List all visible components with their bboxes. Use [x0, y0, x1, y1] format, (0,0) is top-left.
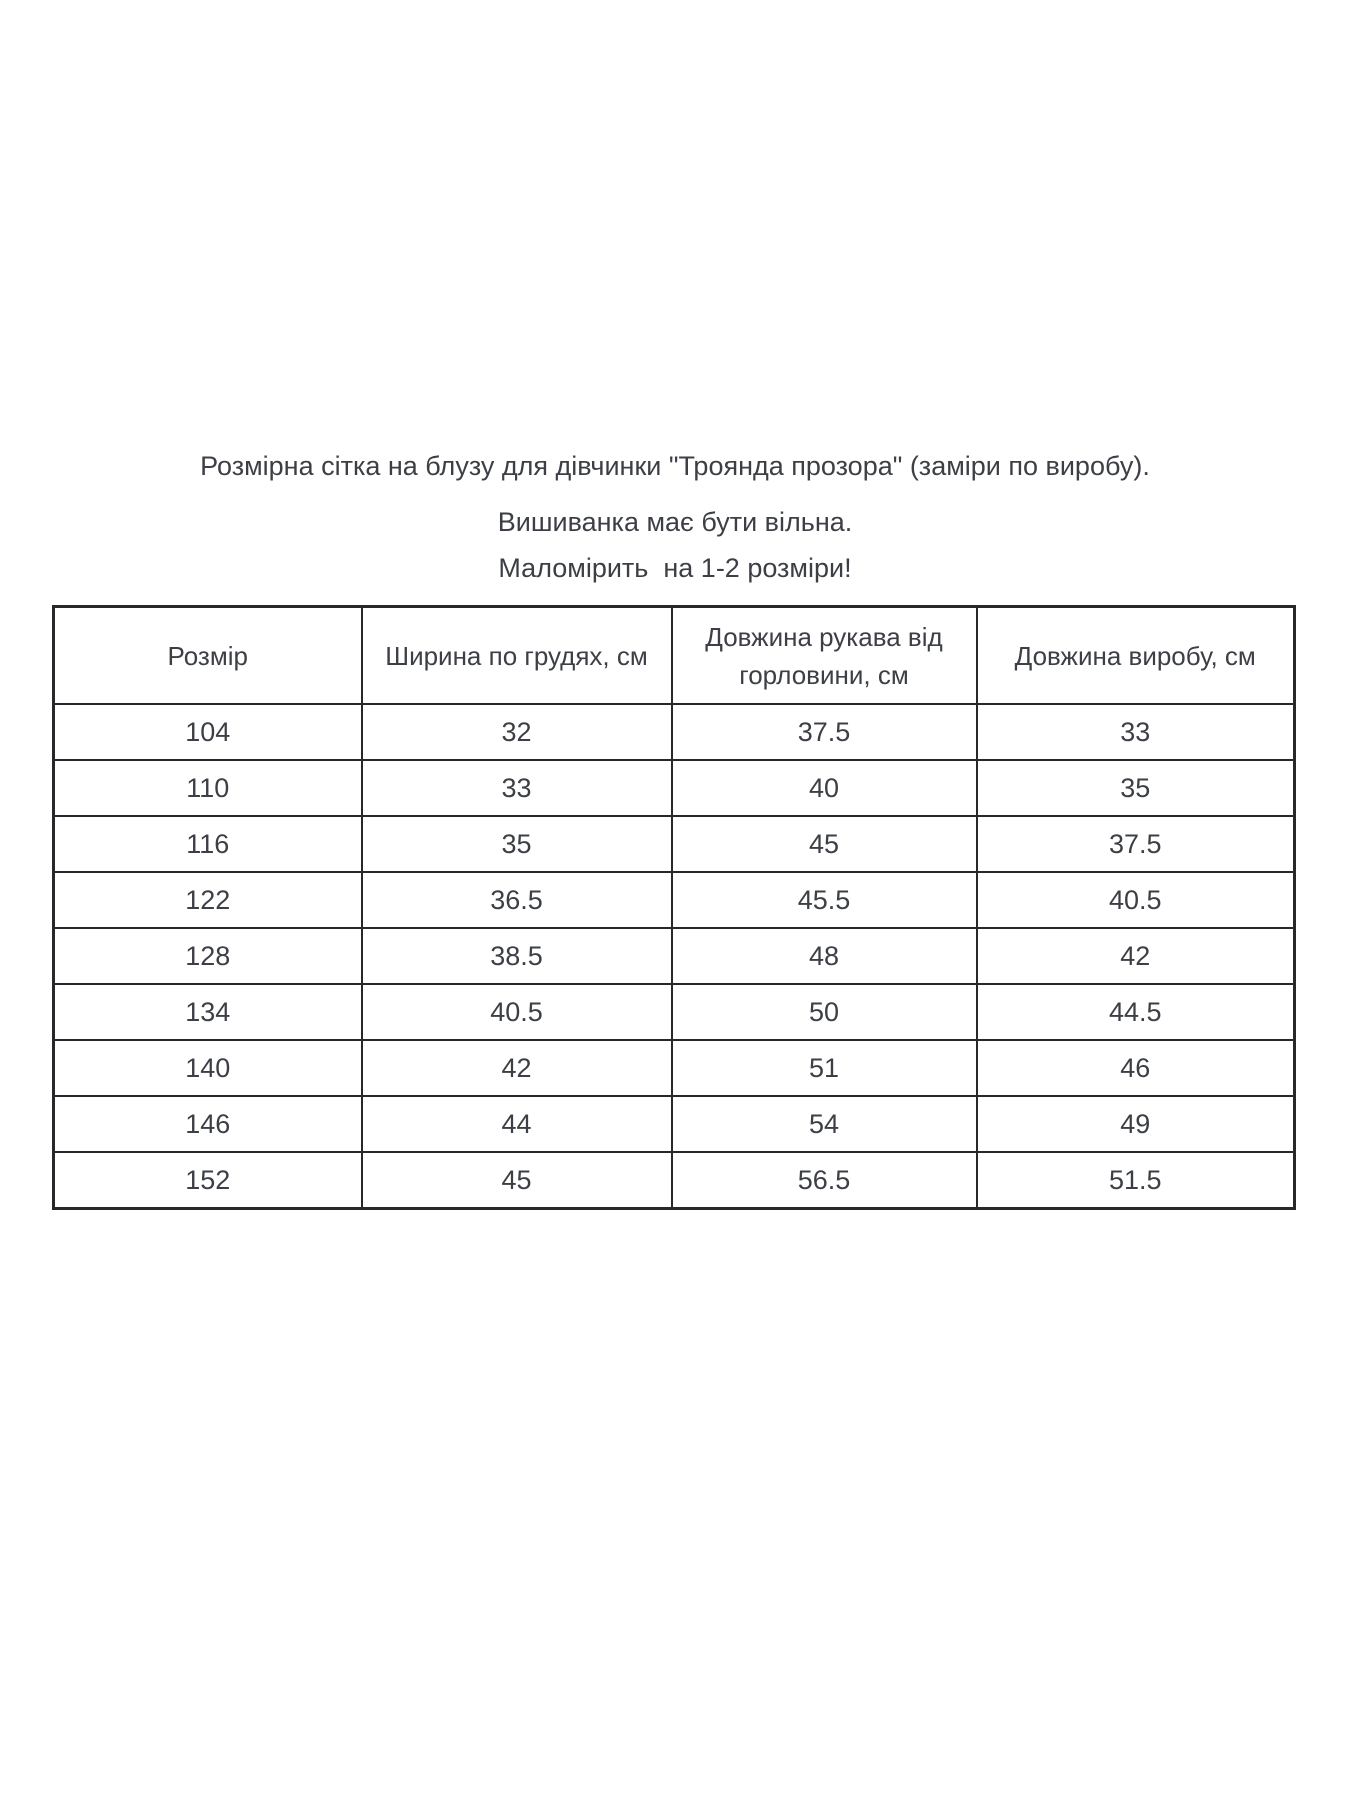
measurement-cell: 48 — [672, 928, 977, 984]
table-row — [54, 1096, 1295, 1152]
table-header-row — [54, 607, 1295, 705]
size-cell: 140 — [54, 1040, 362, 1096]
measurement-cell: 45 — [672, 816, 977, 872]
measurement-cell: 37.5 — [977, 816, 1295, 872]
table-row — [54, 816, 1295, 872]
size-cell: 122 — [54, 872, 362, 928]
size-cell: 110 — [54, 760, 362, 816]
column-header: Довжина рукава від горловини, см — [672, 607, 977, 705]
measurement-cell: 35 — [977, 760, 1295, 816]
measurement-cell: 56.5 — [672, 1152, 977, 1209]
table-row — [54, 1040, 1295, 1096]
measurement-cell: 40.5 — [362, 984, 672, 1040]
measurement-cell: 51.5 — [977, 1152, 1295, 1209]
measurement-cell: 45.5 — [672, 872, 977, 928]
size-cell: 134 — [54, 984, 362, 1040]
measurement-cell: 40 — [672, 760, 977, 816]
measurement-cell: 32 — [362, 704, 672, 760]
size-cell: 104 — [54, 704, 362, 760]
measurement-cell: 54 — [672, 1096, 977, 1152]
measurement-cell: 35 — [362, 816, 672, 872]
table-row — [54, 872, 1295, 928]
size-chart-title: Розмірна сітка на блузу для дівчинки "Троянда прозора" (заміри по виробу). — [200, 451, 1150, 481]
measurement-cell: 38.5 — [362, 928, 672, 984]
measurement-cell: 33 — [977, 704, 1295, 760]
column-header: Довжина виробу, см — [977, 607, 1295, 705]
measurement-cell: 40.5 — [977, 872, 1295, 928]
measurement-cell: 33 — [362, 760, 672, 816]
table-row — [54, 984, 1295, 1040]
sizing-warning-line: Маломірить на 1-2 розміри! — [498, 553, 852, 583]
measurement-cell: 37.5 — [672, 704, 977, 760]
table-body — [54, 704, 1295, 1209]
size-cell: 146 — [54, 1096, 362, 1152]
measurement-cell: 51 — [672, 1040, 977, 1096]
table-row — [54, 1152, 1295, 1209]
size-cell: 116 — [54, 816, 362, 872]
table-row — [54, 704, 1295, 760]
measurement-cell: 49 — [977, 1096, 1295, 1152]
measurement-cell: 50 — [672, 984, 977, 1040]
measurement-cell: 42 — [362, 1040, 672, 1096]
headings-block — [0, 0, 1350, 584]
measurement-cell: 44 — [362, 1096, 672, 1152]
measurement-cell: 45 — [362, 1152, 672, 1209]
fit-note-line: Вишиванка має бути вільна. — [497, 507, 853, 537]
table-row — [54, 928, 1295, 984]
measurement-cell: 46 — [977, 1040, 1295, 1096]
column-header: Ширина по грудях, см — [362, 607, 672, 705]
measurement-cell: 44.5 — [977, 984, 1295, 1040]
size-table — [52, 605, 1296, 1210]
size-cell: 128 — [54, 928, 362, 984]
measurement-cell: 36.5 — [362, 872, 672, 928]
table-row — [54, 760, 1295, 816]
size-cell: 152 — [54, 1152, 362, 1209]
column-header: Розмір — [54, 607, 362, 705]
measurement-cell: 42 — [977, 928, 1295, 984]
